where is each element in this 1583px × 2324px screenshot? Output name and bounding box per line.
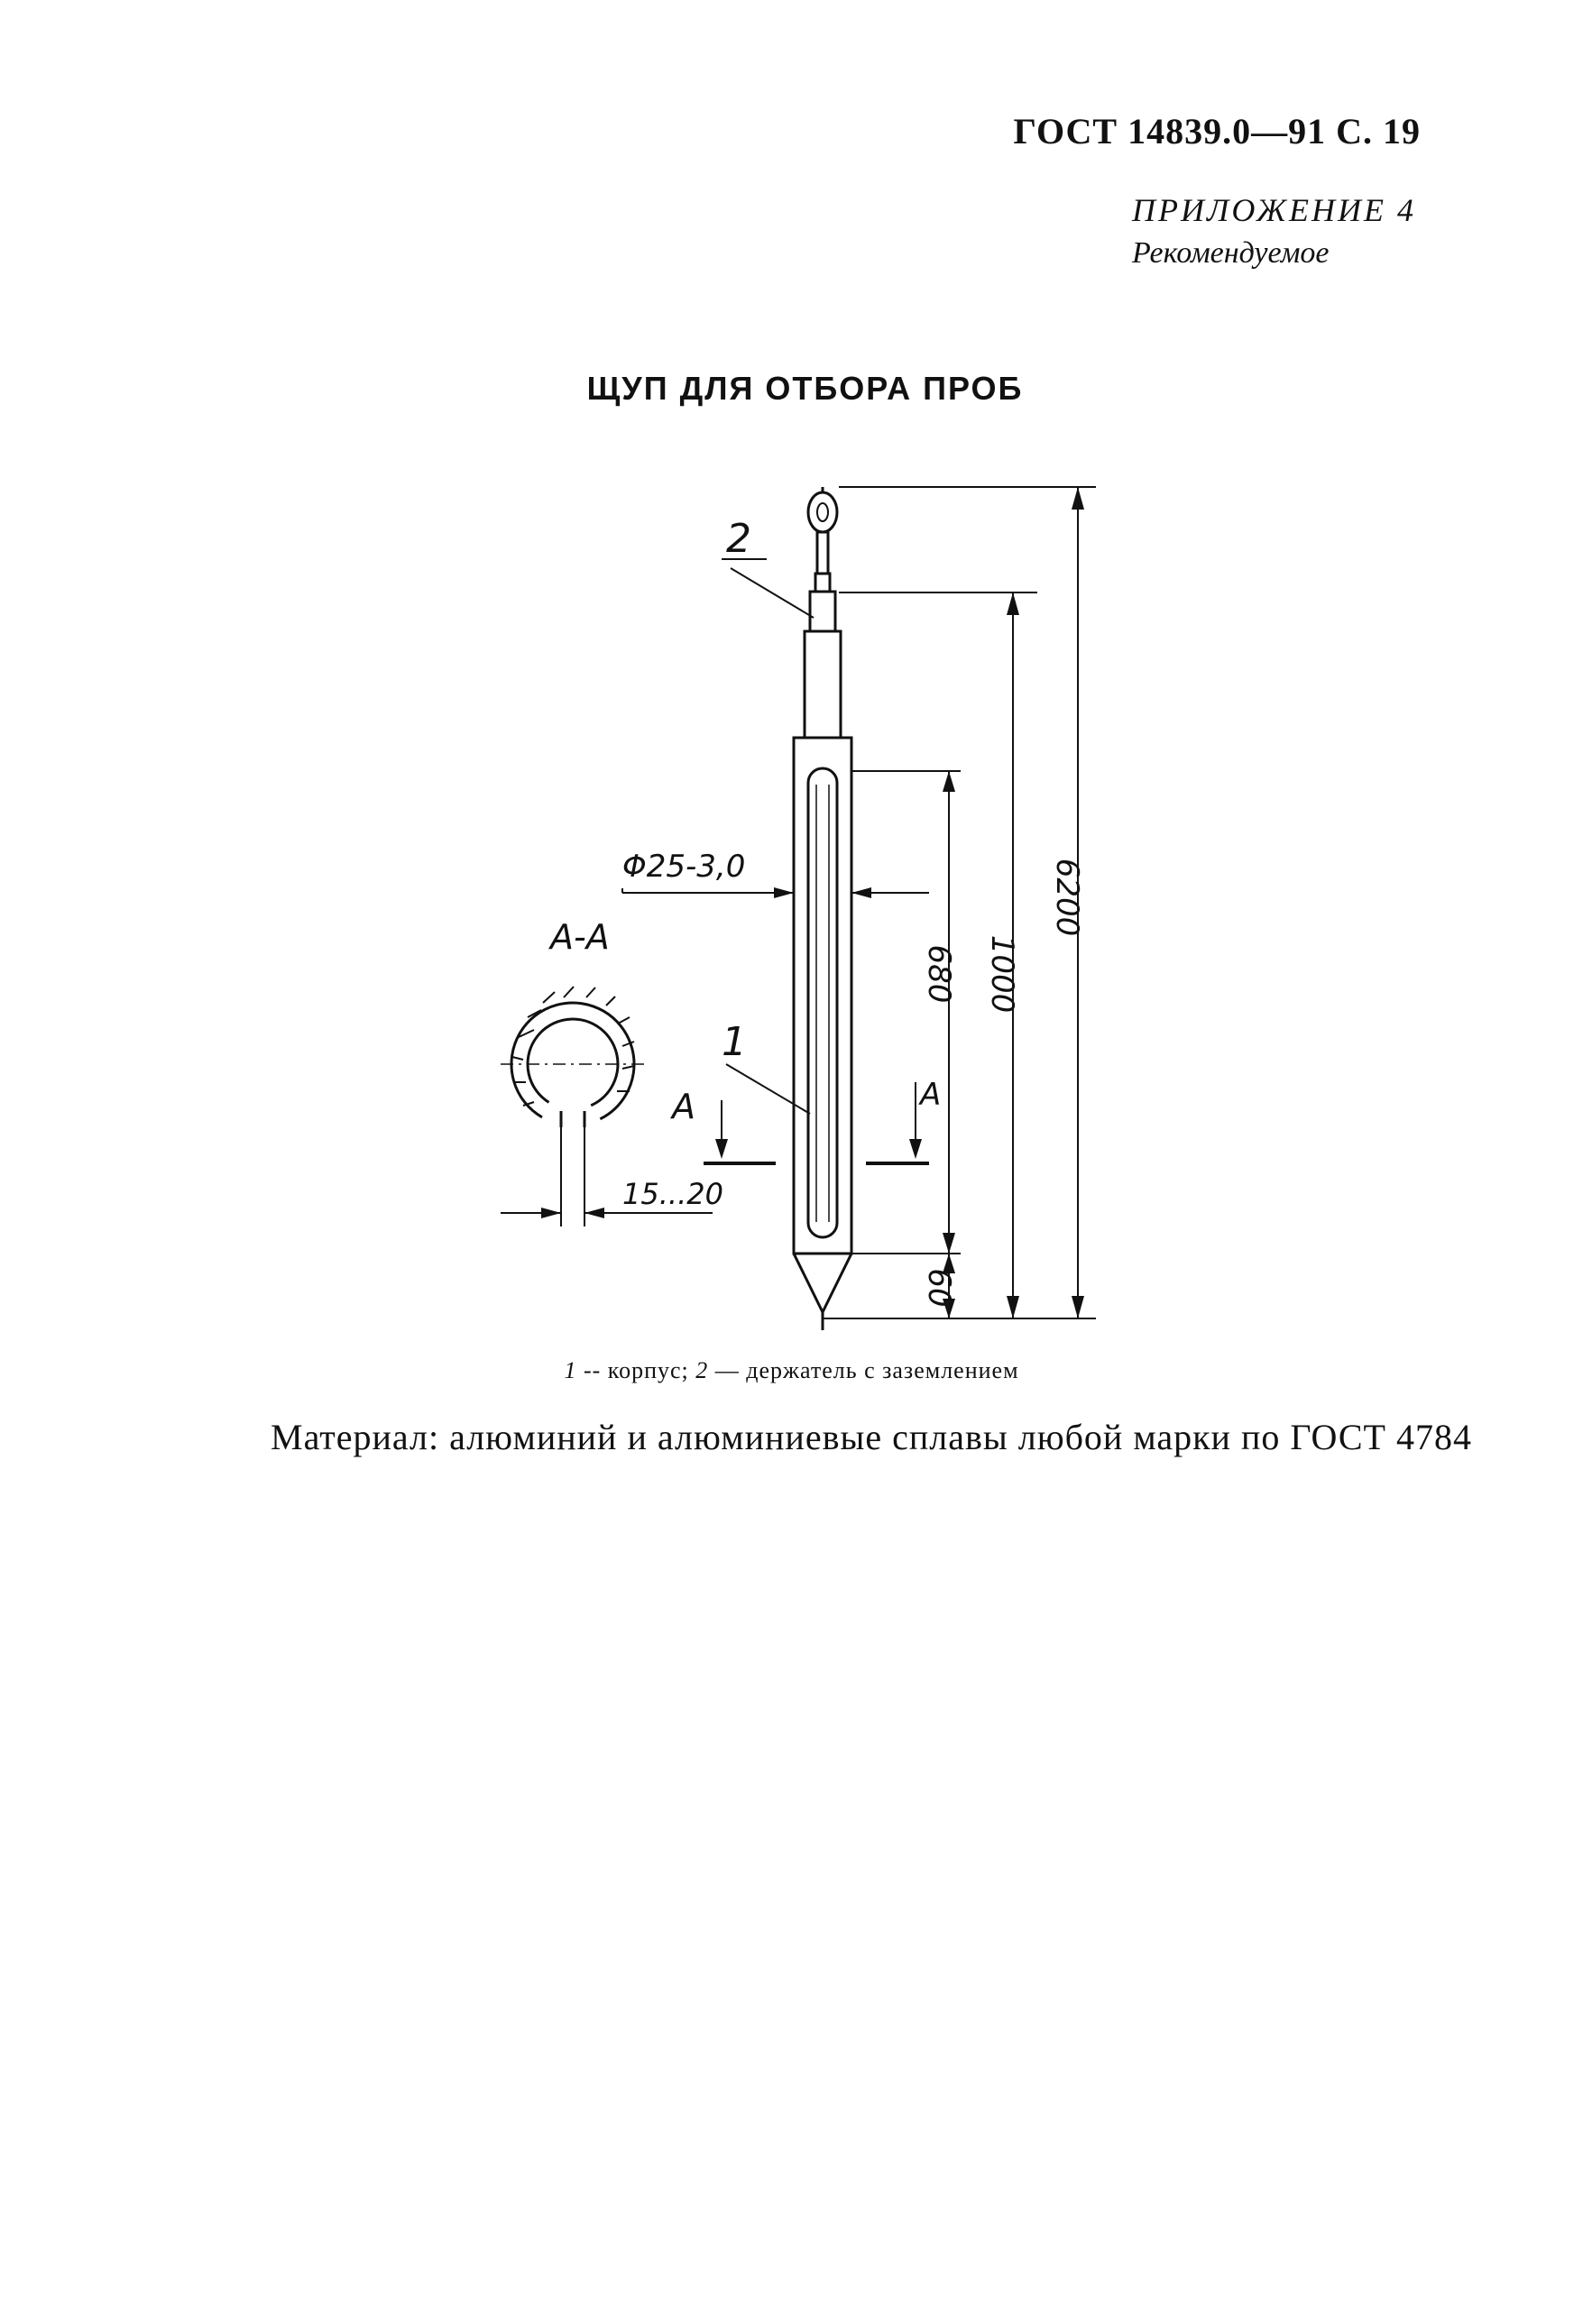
- section-mark-right: А: [920, 1077, 942, 1113]
- standard-header: ГОСТ 14839.0—91 С. 19: [1013, 111, 1421, 152]
- dim-60: 60: [921, 1268, 957, 1308]
- probe-slot: [808, 768, 837, 1237]
- caption-label-1: -- корпус;: [576, 1357, 696, 1383]
- appendix-label: ПРИЛОЖЕНИЕ 4: [1132, 192, 1416, 228]
- probe-eye: [808, 492, 837, 532]
- probe-tip: [794, 1254, 851, 1312]
- section-mark-left: А: [672, 1087, 695, 1126]
- callout-body: 1: [722, 1019, 747, 1065]
- holder: [810, 592, 835, 631]
- appendix-status: Рекомендуемое: [1132, 236, 1330, 270]
- caption-num-2: 2: [695, 1357, 709, 1383]
- page-title: ЩУП ДЛЯ ОТБОРА ПРОБ: [586, 370, 1024, 407]
- slot-width-label: 15...20: [622, 1177, 723, 1211]
- material-note: Материал: алюминий и алюминиевые сплавы любой марки по ГОСТ 4784: [271, 1417, 1472, 1457]
- dim-1000: 1000: [984, 934, 1020, 1014]
- dim-6200: 6200: [1049, 858, 1085, 937]
- caption-label-2: — держатель с заземлением: [708, 1357, 1019, 1383]
- dim-680: 680: [921, 944, 957, 1004]
- figure-caption: [0, 1357, 1583, 1384]
- holder-tube: [805, 631, 841, 738]
- probe-body: [794, 738, 851, 1254]
- callout-holder: 2: [726, 516, 751, 562]
- holder-rod: [817, 532, 828, 574]
- diameter-label: Φ25-3,0: [622, 849, 746, 885]
- caption-num-1: 1: [564, 1357, 577, 1383]
- section-title: А-А: [550, 917, 610, 957]
